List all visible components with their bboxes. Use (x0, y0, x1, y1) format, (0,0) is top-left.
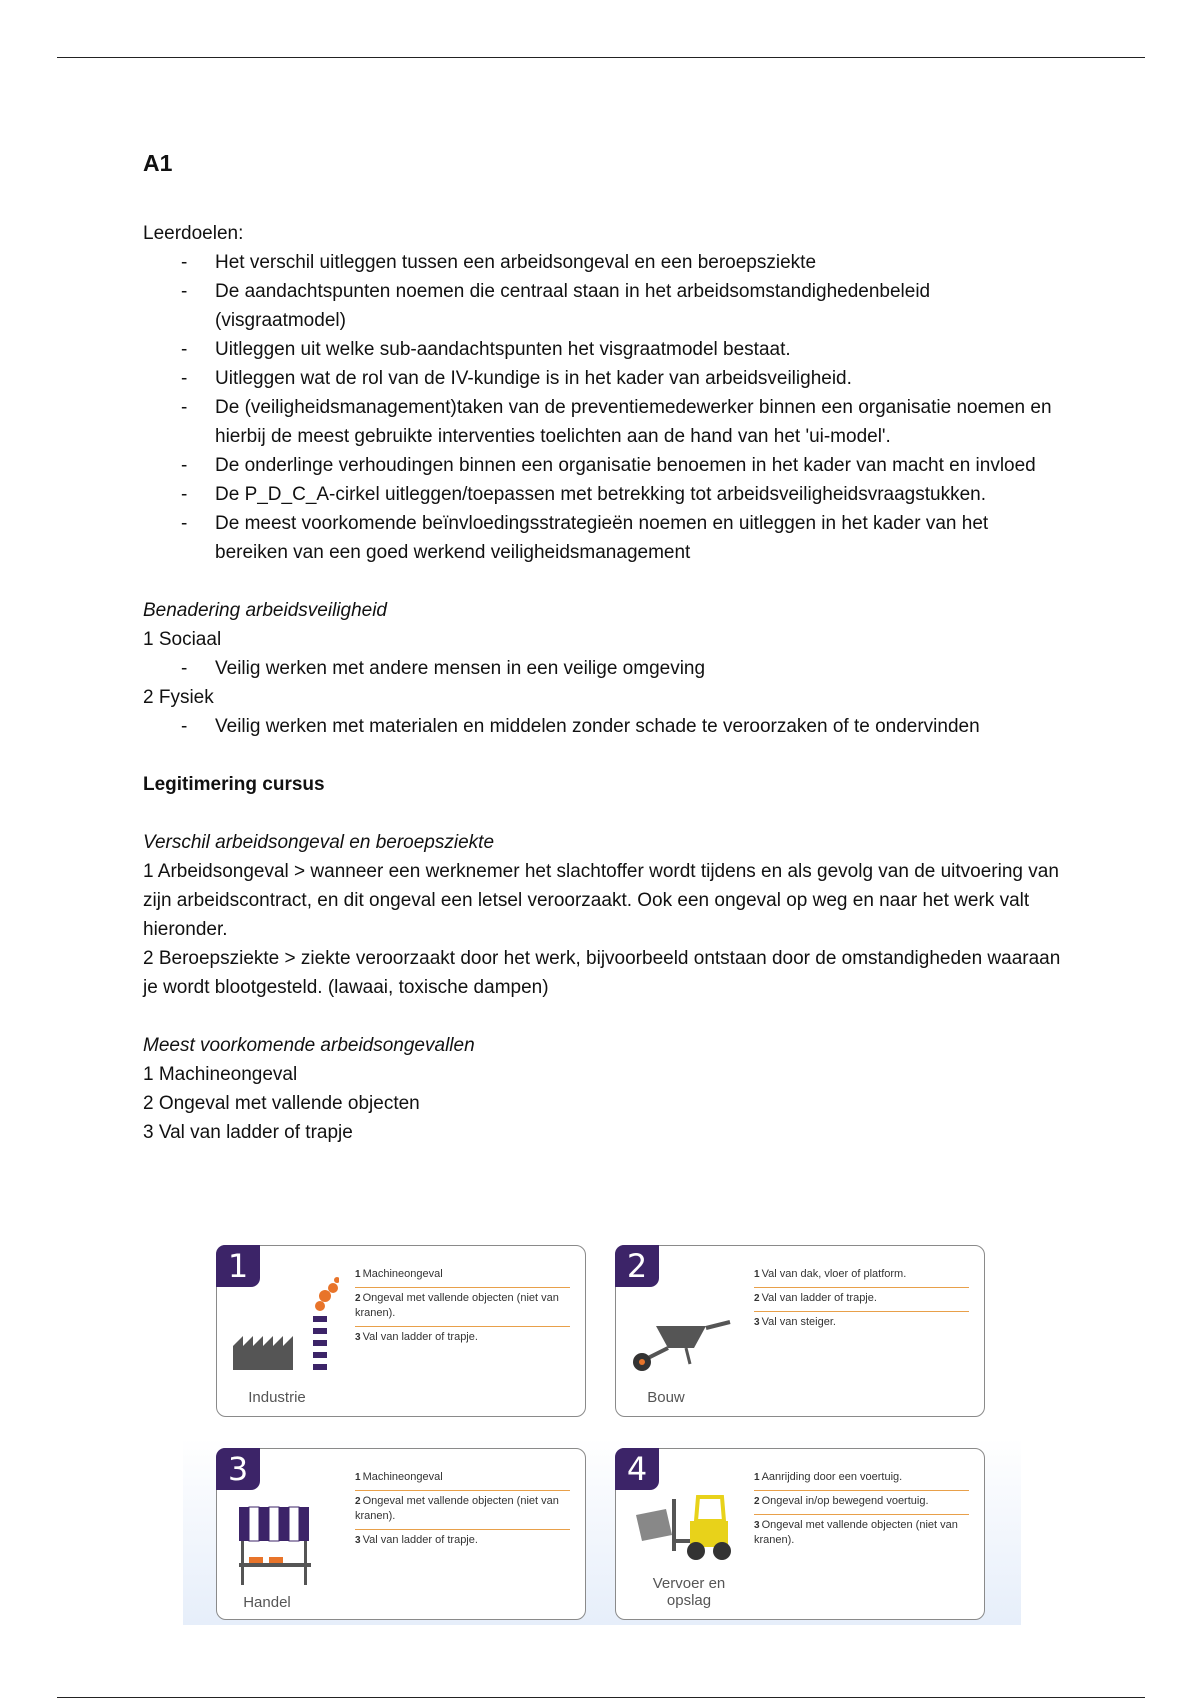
infographic-card-industrie (216, 1245, 586, 1417)
footer-rule (57, 1697, 1145, 1698)
card-items (355, 1264, 570, 1350)
card-items (754, 1467, 969, 1553)
meest-item: 2 Ongeval met vallende objecten (143, 1093, 420, 1114)
card-caption: Handel (243, 1594, 291, 1611)
list-item: - Uitleggen uit welke sub-aandachtspunten het visgraatmodel bestaat. (143, 335, 1063, 364)
card-number-badge: 3 (216, 1448, 260, 1490)
card-item: 3 Val van ladder of trapje. (355, 1331, 478, 1343)
page-title: A1 (143, 150, 173, 176)
list-item: - Veilig werken met materialen en middelen zonder schade te veroorzaken of te ondervinden (143, 712, 1063, 741)
list-item: - De (veiligheidsmanagement)taken van de preventiemedewerker binnen een organisatie noemen en hierbij de meest gebruikte interventies toelichten aan de hand van het 'ui-model'. (143, 393, 1063, 451)
card-item: 1 Machineongeval (355, 1264, 570, 1288)
card-item: 2 Ongeval met vallende objecten (niet van kranen). (355, 1288, 570, 1327)
factory-icon (229, 1266, 339, 1376)
meest-item: 3 Val van ladder of trapje (143, 1122, 353, 1143)
card-item: 2 Ongeval met vallende objecten (niet van kranen). (355, 1491, 570, 1530)
card-item: 3 Ongeval met vallende objecten (niet van kranen). (754, 1519, 958, 1546)
infographic-card-bouw (615, 1245, 985, 1417)
list-item: - De meest voorkomende beïnvloedingsstrategieën noemen en uitleggen in het kader van het bereiken van een goed werkend veiligheidsmanagement (143, 509, 1063, 567)
list-item: - Uitleggen wat de rol van de IV-kundige is in het kader van arbeidsveiligheid. (143, 364, 1063, 393)
card-caption: Bouw (647, 1389, 685, 1406)
infographic-card-vervoer (615, 1448, 985, 1620)
card-number-badge: 4 (615, 1448, 659, 1490)
infographic-card-handel (216, 1448, 586, 1620)
card-item: 2 Val van ladder of trapje. (754, 1288, 969, 1312)
document-body (143, 140, 1063, 1147)
card-caption: Vervoer en opslag (652, 1575, 726, 1609)
accident-infographic (183, 1210, 1021, 1625)
header-rule (57, 57, 1145, 58)
wheelbarrow-icon (626, 1316, 736, 1376)
verschil-heading: Verschil arbeidsongeval en beroepsziekte (143, 832, 495, 853)
meest-heading: Meest voorkomende arbeidsongevallen (143, 1035, 475, 1056)
card-item: 1 Val van dak, vloer of platform. (754, 1264, 969, 1288)
card-number-badge: 2 (615, 1245, 659, 1287)
meest-item: 1 Machineongeval (143, 1064, 298, 1085)
benadering-item-2: 2 Fysiek (143, 687, 214, 708)
card-item: 3 Val van steiger. (754, 1316, 836, 1328)
list-item: - De P_D_C_A-cirkel uitleggen/toepassen met betrekking tot arbeidsveiligheidsvraagstukken. (143, 480, 1063, 509)
card-items (754, 1264, 969, 1335)
verschil-paragraph-1: 1 Arbeidsongeval > wanneer een werknemer het slachtoffer wordt tijdens en als gevolg van de uitvoering van zijn arbeidscontract, en dit ongeval een letsel veroorzaakt. Ook een ongeval op weg en naar het werk valt hieronder. (143, 861, 1059, 940)
legitimering-heading: Legitimering cursus (143, 774, 325, 795)
list-item: - Het verschil uitleggen tussen een arbeidsongeval en een beroepsziekte (143, 248, 1063, 277)
card-items (355, 1467, 570, 1553)
benadering-heading: Benadering arbeidsveiligheid (143, 600, 388, 621)
leerdoelen-label: Leerdoelen: (143, 223, 244, 244)
card-caption: Industrie (248, 1389, 306, 1406)
list-item: - Veilig werken met andere mensen in een veilige omgeving (143, 654, 1063, 683)
list-item: - De aandachtspunten noemen die centraal staan in het arbeidsomstandighedenbeleid (visgraatmodel) (143, 277, 1063, 335)
card-item: 2 Ongeval in/op bewegend voertuig. (754, 1491, 969, 1515)
card-item: 1 Machineongeval (355, 1467, 570, 1491)
benadering-item-1: 1 Sociaal (143, 629, 222, 650)
card-item: 3 Val van ladder of trapje. (355, 1534, 478, 1546)
verschil-paragraph-2: 2 Beroepsziekte > ziekte veroorzaakt door het werk, bijvoorbeeld ontstaan door de omstandigheden waaraan je wordt blootgesteld. (lawaai, toxische dampen) (143, 948, 1061, 998)
card-number-badge: 1 (216, 1245, 260, 1287)
leerdoelen-list (143, 248, 1063, 567)
card-item: 1 Aanrijding door een voertuig. (754, 1467, 969, 1491)
forklift-icon (632, 1493, 742, 1563)
market-stall-icon (235, 1503, 315, 1587)
list-item: - De onderlinge verhoudingen binnen een organisatie benoemen in het kader van macht en invloed (143, 451, 1063, 480)
